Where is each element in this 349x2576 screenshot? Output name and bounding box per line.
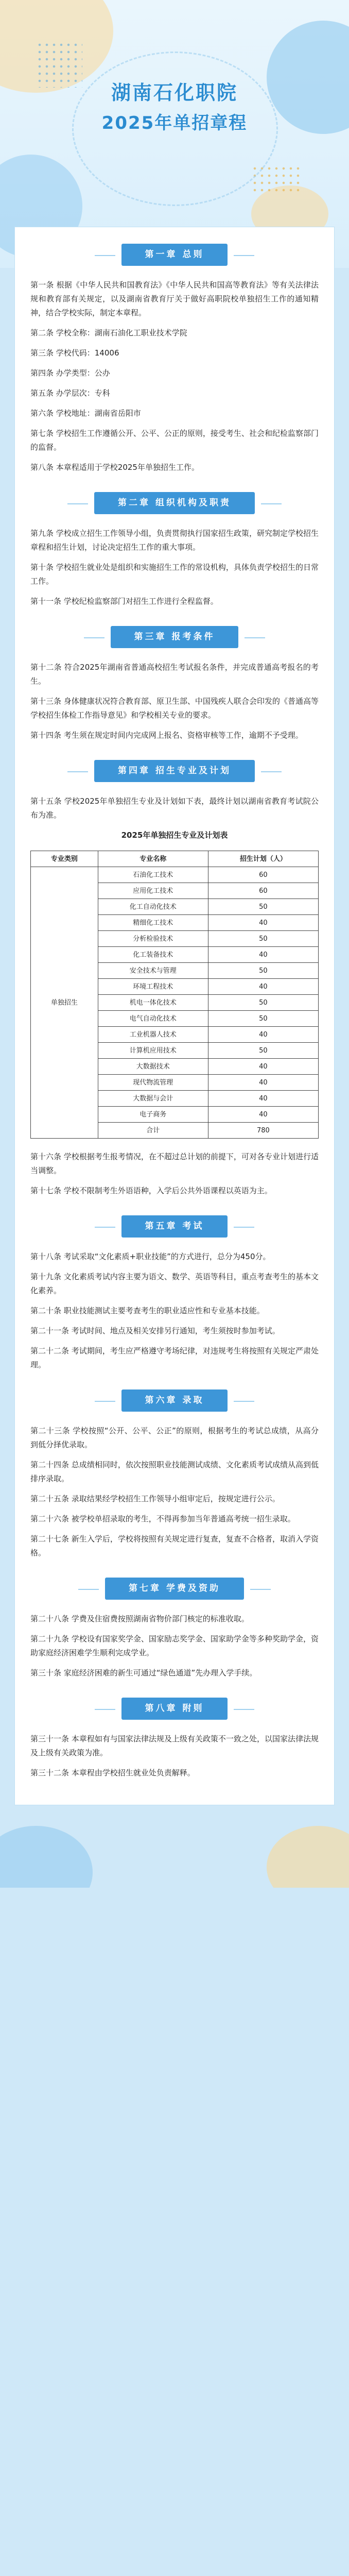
table-cell: 50 — [208, 1043, 318, 1059]
article-paragraph: 第二十一条 考试时间、地点及相关安排另行通知，考生须按时参加考试。 — [30, 1326, 280, 1335]
chapter-heading — [30, 1215, 319, 1238]
chapter-title: 第五章 考试 — [121, 1215, 228, 1238]
table-cell: 分析检验技术 — [98, 931, 208, 947]
article-paragraph: 第二十条 职业技能测试主要考查考生的职业适应性和专业基本技能。 — [30, 1306, 265, 1315]
school-name: 湖南石化职院 — [111, 81, 238, 104]
table-header-row — [31, 851, 319, 867]
table-header-cell: 专业类别 — [31, 851, 98, 867]
article-paragraph: 第三十一条 本章程如有与国家法律法规及上级有关政策不一致之处，以国家法律法规及上级有关政策为准。 — [30, 1734, 319, 1757]
article-paragraph: 第三十条 家庭经济困难的新生可通过“绿色通道”先办理入学手续。 — [30, 1668, 257, 1677]
chapter-heading — [30, 1389, 319, 1412]
chapter-title: 第二章 组织机构及职责 — [94, 492, 255, 514]
chapter-heading — [30, 244, 319, 266]
chapter-title: 第六章 录取 — [121, 1389, 228, 1412]
table-cell: 工业机器人技术 — [98, 1027, 208, 1043]
chapter-title: 第八章 附则 — [121, 1698, 228, 1720]
article-paragraph: 第十四条 考生须在规定时间内完成网上报名、资格审核等工作，逾期不予受理。 — [30, 731, 303, 740]
chapter-title: 第一章 总则 — [121, 244, 228, 266]
article-paragraph: 第三条 学校代码：14006 — [30, 348, 119, 358]
bottom-decor — [0, 1805, 349, 1888]
table-cell: 50 — [208, 995, 318, 1011]
table-cell: 40 — [208, 947, 318, 963]
chapter-heading — [30, 1578, 319, 1600]
article-paragraph: 第十八条 考试采取“文化素质+职业技能”的方式进行，总分为450分。 — [30, 1252, 271, 1261]
article-paragraph: 第十一条 学校纪检监察部门对招生工作进行全程监督。 — [30, 597, 218, 606]
content-card — [14, 227, 335, 1805]
table-cell: 50 — [208, 931, 318, 947]
article-paragraph: 第七条 学校招生工作遵循公开、公平、公正的原则，接受考生、社会和纪检监察部门的监督。 — [30, 429, 319, 452]
table-cell: 环境工程技术 — [98, 979, 208, 995]
table-cell: 40 — [208, 915, 318, 931]
chapter-title: 第七章 学费及资助 — [105, 1578, 244, 1600]
table-row — [31, 867, 319, 883]
chapter-heading — [30, 492, 319, 514]
table-cell: 化工装备技术 — [98, 947, 208, 963]
article-paragraph: 第九条 学校成立招生工作领导小组，负责贯彻执行国家招生政策，研究制定学校招生章程和招生计划，讨论决定招生工作的重大事项。 — [30, 529, 319, 552]
table-cell: 60 — [208, 867, 318, 883]
table-caption: 2025年单独招生专业及计划表 — [121, 831, 228, 840]
title-block — [97, 77, 252, 180]
table-cell: 大数据技术 — [98, 1059, 208, 1075]
article-paragraph: 第六条 学校地址：湖南省岳阳市 — [30, 409, 141, 418]
table-category-cell: 单独招生 — [31, 867, 98, 1139]
table-cell: 40 — [208, 1091, 318, 1107]
article-paragraph: 第八条 本章程适用于学校2025年单独招生工作。 — [30, 463, 199, 472]
table-header-cell: 专业名称 — [98, 851, 208, 867]
decor-dots — [36, 41, 82, 88]
table-cell: 机电一体化技术 — [98, 995, 208, 1011]
table-cell: 石油化工技术 — [98, 867, 208, 883]
table-header-cell: 招生计划（人） — [208, 851, 318, 867]
chapter-heading — [30, 760, 319, 782]
table-cell: 计算机应用技术 — [98, 1043, 208, 1059]
table-cell: 40 — [208, 1075, 318, 1091]
article-paragraph: 第十五条 学校2025年单独招生专业及计划如下表，最终计划以湖南省教育考试院公布为准。 — [30, 796, 319, 820]
table-cell: 合计 — [98, 1123, 208, 1139]
article-paragraph: 第二条 学校全称：湖南石油化工职业技术学院 — [30, 328, 187, 337]
article-paragraph: 第二十八条 学费及住宿费按照湖南省物价部门核定的标准收取。 — [30, 1614, 249, 1623]
article-paragraph: 第二十三条 学校按照“公开、公平、公正”的原则，根据考生的考试总成绩，从高分到低分择优录取。 — [30, 1426, 319, 1449]
article-paragraph: 第三十二条 本章程由学校招生就业处负责解释。 — [30, 1768, 195, 1777]
table-cell: 40 — [208, 979, 318, 995]
table-cell: 电子商务 — [98, 1107, 208, 1123]
table-cell: 大数据与会计 — [98, 1091, 208, 1107]
article-paragraph: 第十六条 学校根据考生报考情况，在不超过总计划的前提下，可对各专业计划进行适当调整。 — [30, 1152, 319, 1175]
chapter-heading — [30, 626, 319, 648]
article-paragraph: 第二十六条 被学校单招录取的考生，不得再参加当年普通高考统一招生录取。 — [30, 1514, 295, 1523]
plan-table — [30, 851, 319, 1139]
table-cell: 40 — [208, 1027, 318, 1043]
article-paragraph: 第四条 办学类型：公办 — [30, 368, 110, 378]
table-cell: 化工自动化技术 — [98, 899, 208, 915]
table-cell: 安全技术与管理 — [98, 963, 208, 979]
article-paragraph: 第二十二条 考试期间，考生应严格遵守考场纪律，对违规考生将按照有关规定严肃处理。 — [30, 1346, 319, 1369]
page-title: 2025年单招章程 — [101, 113, 248, 133]
article-paragraph: 第五条 办学层次：专科 — [30, 388, 110, 398]
table-cell: 780 — [208, 1123, 318, 1139]
article-paragraph: 第十条 学校招生就业处是组织和实施招生工作的常设机构，具体负责学校招生的日常工作。 — [30, 563, 319, 586]
decor-blob — [267, 21, 349, 134]
table-cell: 精细化工技术 — [98, 915, 208, 931]
chapter-title: 第三章 报考条件 — [111, 626, 239, 648]
decor-blob — [267, 1826, 349, 1888]
table-cell: 40 — [208, 1107, 318, 1123]
article-paragraph: 第二十五条 录取结果经学校招生工作领导小组审定后，按规定进行公示。 — [30, 1494, 280, 1503]
article-paragraph: 第二十九条 学校设有国家奖学金、国家励志奖学金、国家助学金等多种奖助学金，资助家庭经济困难学生顺利完成学业。 — [30, 1634, 319, 1657]
table-cell: 40 — [208, 1059, 318, 1075]
article-paragraph: 第十七条 学校不限制考生外语语种，入学后公共外语课程以英语为主。 — [30, 1186, 272, 1195]
table-cell: 50 — [208, 963, 318, 979]
table-cell: 60 — [208, 883, 318, 899]
table-cell: 50 — [208, 1011, 318, 1027]
article-paragraph: 第十九条 文化素质考试内容主要为语文、数学、英语等科目，重点考查考生的基本文化素养。 — [30, 1272, 319, 1295]
article-paragraph: 第十二条 符合2025年湖南省普通高校招生考试报名条件，并完成普通高考报名的考生。 — [30, 663, 319, 686]
article-paragraph: 第二十四条 总成绩相同时，依次按照职业技能测试成绩、文化素质考试成绩从高到低排序录取。 — [30, 1460, 319, 1483]
table-cell: 电气自动化技术 — [98, 1011, 208, 1027]
chapter-title: 第四章 招生专业及计划 — [94, 760, 255, 782]
table-cell: 应用化工技术 — [98, 883, 208, 899]
article-paragraph: 第二十七条 新生入学后，学校将按照有关规定进行复查，复查不合格者，取消入学资格。 — [30, 1534, 319, 1557]
article-paragraph: 第十三条 身体健康状况符合教育部、原卫生部、中国残疾人联合会印发的《普通高等学校招生体检工作指导意见》和学校相关专业的要求。 — [30, 697, 319, 720]
article-paragraph: 第一条 根据《中华人民共和国教育法》《中华人民共和国高等教育法》等有关法律法规和教育部有关规定，以及湖南省教育厅关于做好高职院校单独招生工作的通知精神，结合学校实际，制定本章程。 — [30, 280, 319, 317]
decor-blob — [0, 1826, 93, 1888]
table-cell: 50 — [208, 899, 318, 915]
chapter-heading — [30, 1698, 319, 1720]
table-cell: 现代物流管理 — [98, 1075, 208, 1091]
